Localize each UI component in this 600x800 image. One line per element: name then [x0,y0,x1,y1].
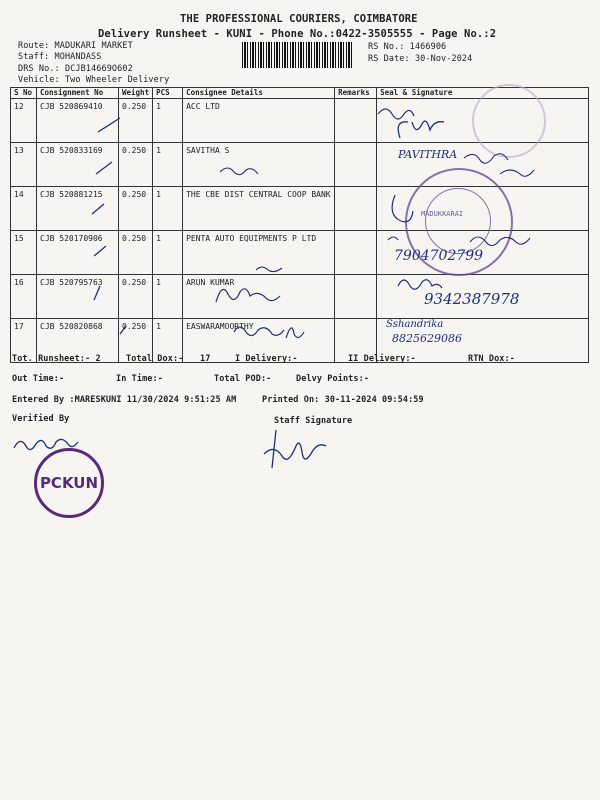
row-consignment: CJB 520170906 [37,231,119,275]
col-consignment: Consignment No [37,88,119,99]
route-label: Route: MADUKARI MARKET [18,41,133,51]
signature-row15 [380,228,560,248]
printed-on: Printed On: 30-11-2024 09:54:59 [262,395,424,405]
col-remarks: Remarks [335,88,377,99]
row-consignee: THE CBE DIST CENTRAL COOP BANK [183,187,335,231]
delvy-points-label: Delvy Points:- [296,374,370,384]
row-weight: 0.250 [119,187,153,231]
staff-signature [256,424,336,484]
barcode [242,42,352,68]
row17-phone: 8825629086 [392,332,462,345]
i-delivery-label: I Delivery:- [235,354,298,364]
signature-row13 [460,146,560,186]
row-consignment: CJB 520833169 [37,143,119,187]
rs-number: RS No.: 1466906 [368,42,447,52]
row-weight: 0.250 [119,319,153,363]
row-consignee: ARUN KUMAR [183,275,335,319]
col-seal-signature: Seal & Signature [377,88,589,99]
total-dox-value: 17 [200,354,211,364]
col-consignee: Consignee Details [183,88,335,99]
vehicle-label: Vehicle: Two Wheeler Delivery [18,75,170,85]
row17-handwritten-name: Sshandrika [386,319,444,330]
row-sno: 17 [11,319,37,363]
pckun-stamp: PCKUN [34,448,104,518]
row-pcs: 1 [153,143,183,187]
col-weight: Weight [119,88,153,99]
signature-row17-consignee [230,316,320,346]
runsheet-subtitle: Delivery Runsheet - KUNI - Phone No.:0422-3505555 - Page No.:2 [98,28,497,40]
row13-handwritten-name: PAVITHRA [398,148,458,161]
rs-date: RS Date: 30-Nov-2024 [368,54,473,64]
row-consignee: PENTA AUTO EQUIPMENTS P LTD [183,231,335,275]
row-consignee: SAVITHA S [183,143,335,187]
col-sno: S No [11,88,37,99]
company-seal-stamp: MADUKKARAI [405,168,513,276]
row-sno: 14 [11,187,37,231]
row-consignment: CJB 520820868 [37,319,119,363]
row-remarks [335,187,377,231]
col-pcs: PCS [153,88,183,99]
total-dox-label: Total Dox:- [126,354,184,364]
row-pcs: 1 [153,231,183,275]
total-pod-label: Total POD:- [214,374,272,384]
in-time-label: In Time:- [116,374,163,384]
row-consignment: CJB 520881215 [37,187,119,231]
signature-row12 [370,100,490,150]
drs-number: DRS No.: DCJB14669O602 [18,64,133,74]
row-sno: 15 [11,231,37,275]
row-pcs: 1 [153,99,183,143]
row-sno: 12 [11,99,37,143]
row-sno: 13 [11,143,37,187]
row15-phone: 7904702799 [394,248,484,264]
row-consignee: ACC LTD [183,99,335,143]
total-runsheet: Tot. Runsheet:- 2 [12,354,101,364]
signature-row16-consignee [196,262,316,312]
out-time-label: Out Time:- [12,374,65,384]
row-weight: 0.250 [119,143,153,187]
entered-by: Entered By :MARESKUNI 11/30/2024 9:51:25 AM [12,395,237,405]
signature-row16 [394,272,484,292]
company-title: THE PROFESSIONAL COURIERS, COIMBATORE [180,13,418,25]
rtn-dox-label: RTN Dox:- [468,354,515,364]
tick-marks [80,100,140,340]
ii-delivery-label: II Delivery:- [348,354,416,364]
verified-by-label: Verified By [12,414,70,424]
row-consignment: CJB 520795763 [37,275,119,319]
staff-signature-label: Staff Signature [274,416,353,426]
row-remarks [335,275,377,319]
staff-label: Staff: MOHANDASS [18,52,102,62]
row-pcs: 1 [153,319,183,363]
row-consignment: CJB 520869410 [37,99,119,143]
row-consignee: EASWARAMOORTHY [183,319,335,363]
signature-consignee13 [196,160,276,180]
row-weight: 0.250 [119,231,153,275]
row-sno: 16 [11,275,37,319]
row-weight: 0.250 [119,275,153,319]
row16-phone: 9342387978 [424,290,520,308]
row-remarks [335,231,377,275]
row-weight: 0.250 [119,99,153,143]
row-pcs: 1 [153,187,183,231]
row-pcs: 1 [153,275,183,319]
